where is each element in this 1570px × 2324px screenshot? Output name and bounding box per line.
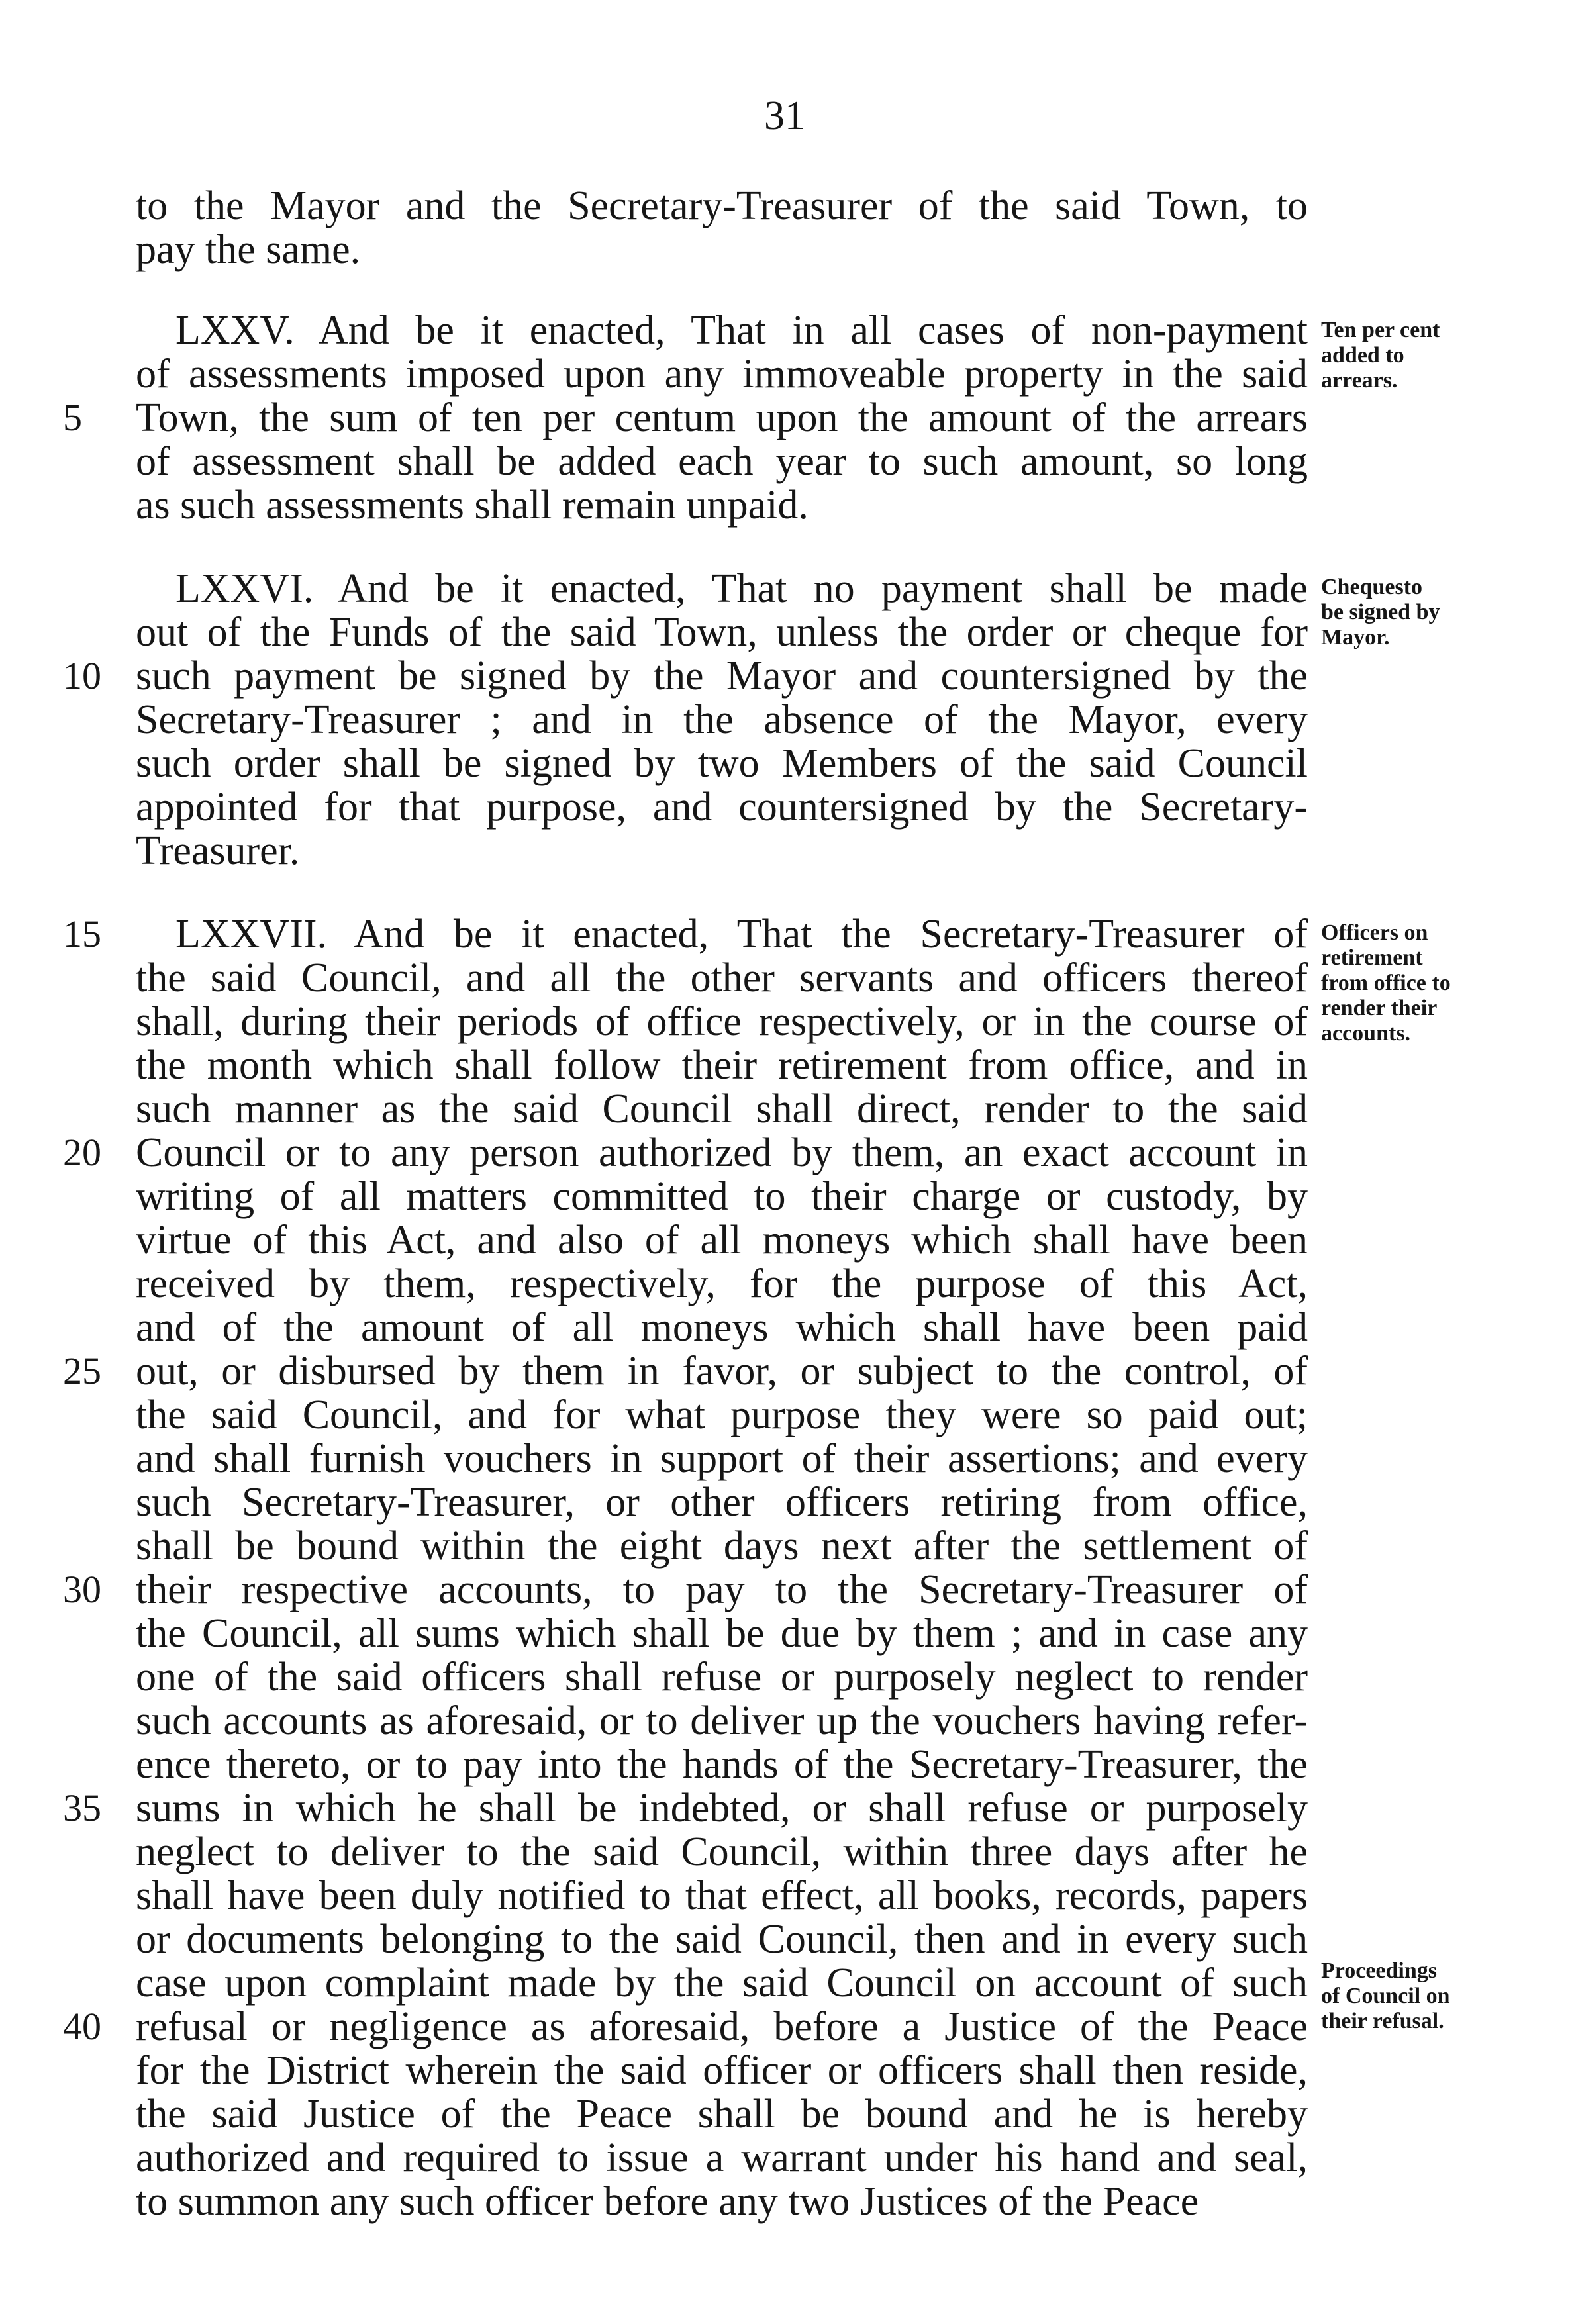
text-line: case upon complaint made by the said Council on account of such — [136, 1961, 1308, 2006]
text-line: for the District wherein the said officer or officers shall then reside, — [136, 2048, 1308, 2093]
text-line: neglect to deliver to the said Council, within three days after he — [136, 1829, 1308, 1874]
text-line: Council or to any person authorized by them, an exact account in — [136, 1130, 1308, 1175]
text-line: the Council, all sums which shall be due by them ; and in case any — [136, 1611, 1308, 1656]
marginal-note-line: Ten per cent — [1321, 318, 1440, 342]
text-line: Treasurer. — [136, 828, 300, 873]
page-number: 31 — [764, 93, 805, 138]
marginal-note-line: arrears. — [1321, 368, 1398, 393]
line-number: 25 — [63, 1349, 101, 1392]
marginal-note-line: retirement — [1321, 945, 1423, 970]
line-number: 35 — [63, 1786, 101, 1829]
line-number: 15 — [63, 912, 101, 955]
text-line: the said Justice of the Peace shall be bound and he is hereby — [136, 2092, 1308, 2137]
text-line: or documents belonging to the said Council, then and in every such — [136, 1917, 1308, 1962]
marginal-note-line: Officers on — [1321, 920, 1428, 945]
marginal-note-line: Chequesto — [1321, 575, 1423, 599]
text-line: pay the same. — [136, 227, 361, 272]
text-line: to the Mayor and the Secretary-Treasurer of the said Town, to — [136, 183, 1308, 228]
text-line: such accounts as aforesaid, or to deliver up the vouchers having refer- — [136, 1698, 1308, 1743]
text-line: Secretary-Treasurer ; and in the absence of the Mayor, every — [136, 697, 1308, 742]
line-number: 5 — [63, 396, 82, 439]
marginal-note-line: their refusal. — [1321, 2009, 1444, 2033]
line-number: 10 — [63, 654, 101, 697]
text-line: of assessments imposed upon any immoveable property in the said — [136, 352, 1308, 397]
marginal-note-line: be signed by — [1321, 600, 1440, 624]
text-line: to summon any such officer before any two Justices of the Peace — [136, 2179, 1199, 2224]
text-line: their respective accounts, to pay to the Secretary-Treasurer of — [136, 1567, 1308, 1612]
text-line: Town, the sum of ten per centum upon the amount of the arrears — [136, 395, 1308, 440]
section-heading-line: LXXVII. And be it enacted, That the Secretary-Treasurer of — [175, 912, 1308, 957]
marginal-note-officers — [1321, 920, 1520, 1046]
marginal-note-proceedings — [1321, 1959, 1520, 2034]
text-line: shall be bound within the eight days next after the settlement of — [136, 1524, 1308, 1569]
text-line: the said Council, and all the other servants and officers thereof — [136, 955, 1308, 1000]
text-line: appointed for that purpose, and countersigned by the Secretary- — [136, 785, 1308, 830]
marginal-note-line: from office to — [1321, 971, 1451, 995]
text-line: sums in which he shall be indebted, or shall refuse or purposely — [136, 1786, 1308, 1831]
line-number: 30 — [63, 1568, 101, 1611]
text-line: and of the amount of all moneys which shall have been paid — [136, 1305, 1308, 1350]
text-line: writing of all matters committed to their charge or custody, by — [136, 1174, 1308, 1219]
line-number: 20 — [63, 1131, 101, 1174]
text-line: such order shall be signed by two Members of the said Council — [136, 741, 1308, 786]
text-line: and shall furnish vouchers in support of their assertions; and every — [136, 1436, 1308, 1481]
text-line: authorized and required to issue a warrant under his hand and seal, — [136, 2135, 1308, 2180]
text-line: such payment be signed by the Mayor and countersigned by the — [136, 654, 1308, 699]
marginal-note-line: Mayor. — [1321, 625, 1390, 650]
text-line: ence thereto, or to pay into the hands of the Secretary-Treasurer, the — [136, 1742, 1308, 1787]
text-line: virtue of this Act, and also of all moneys which shall have been — [136, 1218, 1308, 1263]
text-line: such manner as the said Council shall direct, render to the said — [136, 1087, 1308, 1132]
marginal-note-line: render their — [1321, 996, 1438, 1020]
text-line: shall have been duly notified to that effect, all books, records, papers — [136, 1873, 1308, 1918]
section-heading-line: LXXV. And be it enacted, That in all cases of non-payment — [175, 308, 1308, 353]
text-line: the month which shall follow their retirement from office, and in — [136, 1043, 1308, 1088]
text-line: such Secretary-Treasurer, or other officers retiring from office, — [136, 1480, 1308, 1525]
marginal-note-line: of Council on — [1321, 1984, 1450, 2008]
text-line: the said Council, and for what purpose they were so paid out; — [136, 1392, 1308, 1437]
text-line: received by them, respectively, for the purpose of this Act, — [136, 1261, 1308, 1306]
marginal-note-line: accounts. — [1321, 1021, 1411, 1045]
text-line: as such assessments shall remain unpaid. — [136, 483, 809, 528]
marginal-note-arrears — [1321, 318, 1520, 393]
text-line: shall, during their periods of office respectively, or in the course of — [136, 999, 1308, 1044]
text-line: out of the Funds of the said Town, unless the order or cheque for — [136, 610, 1308, 655]
text-line: of assessment shall be added each year to such amount, so long — [136, 439, 1308, 484]
section-heading-line: LXXVI. And be it enacted, That no payment shall be made — [175, 566, 1308, 611]
line-number: 40 — [63, 2005, 101, 2048]
marginal-note-line: added to — [1321, 343, 1404, 367]
text-line: refusal or negligence as aforesaid, before a Justice of the Peace — [136, 2004, 1308, 2049]
text-line: one of the said officers shall refuse or purposely neglect to render — [136, 1655, 1308, 1700]
text-line: out, or disbursed by them in favor, or subject to the control, of — [136, 1349, 1308, 1394]
marginal-note-cheques — [1321, 575, 1520, 650]
marginal-note-line: Proceedings — [1321, 1959, 1438, 1983]
